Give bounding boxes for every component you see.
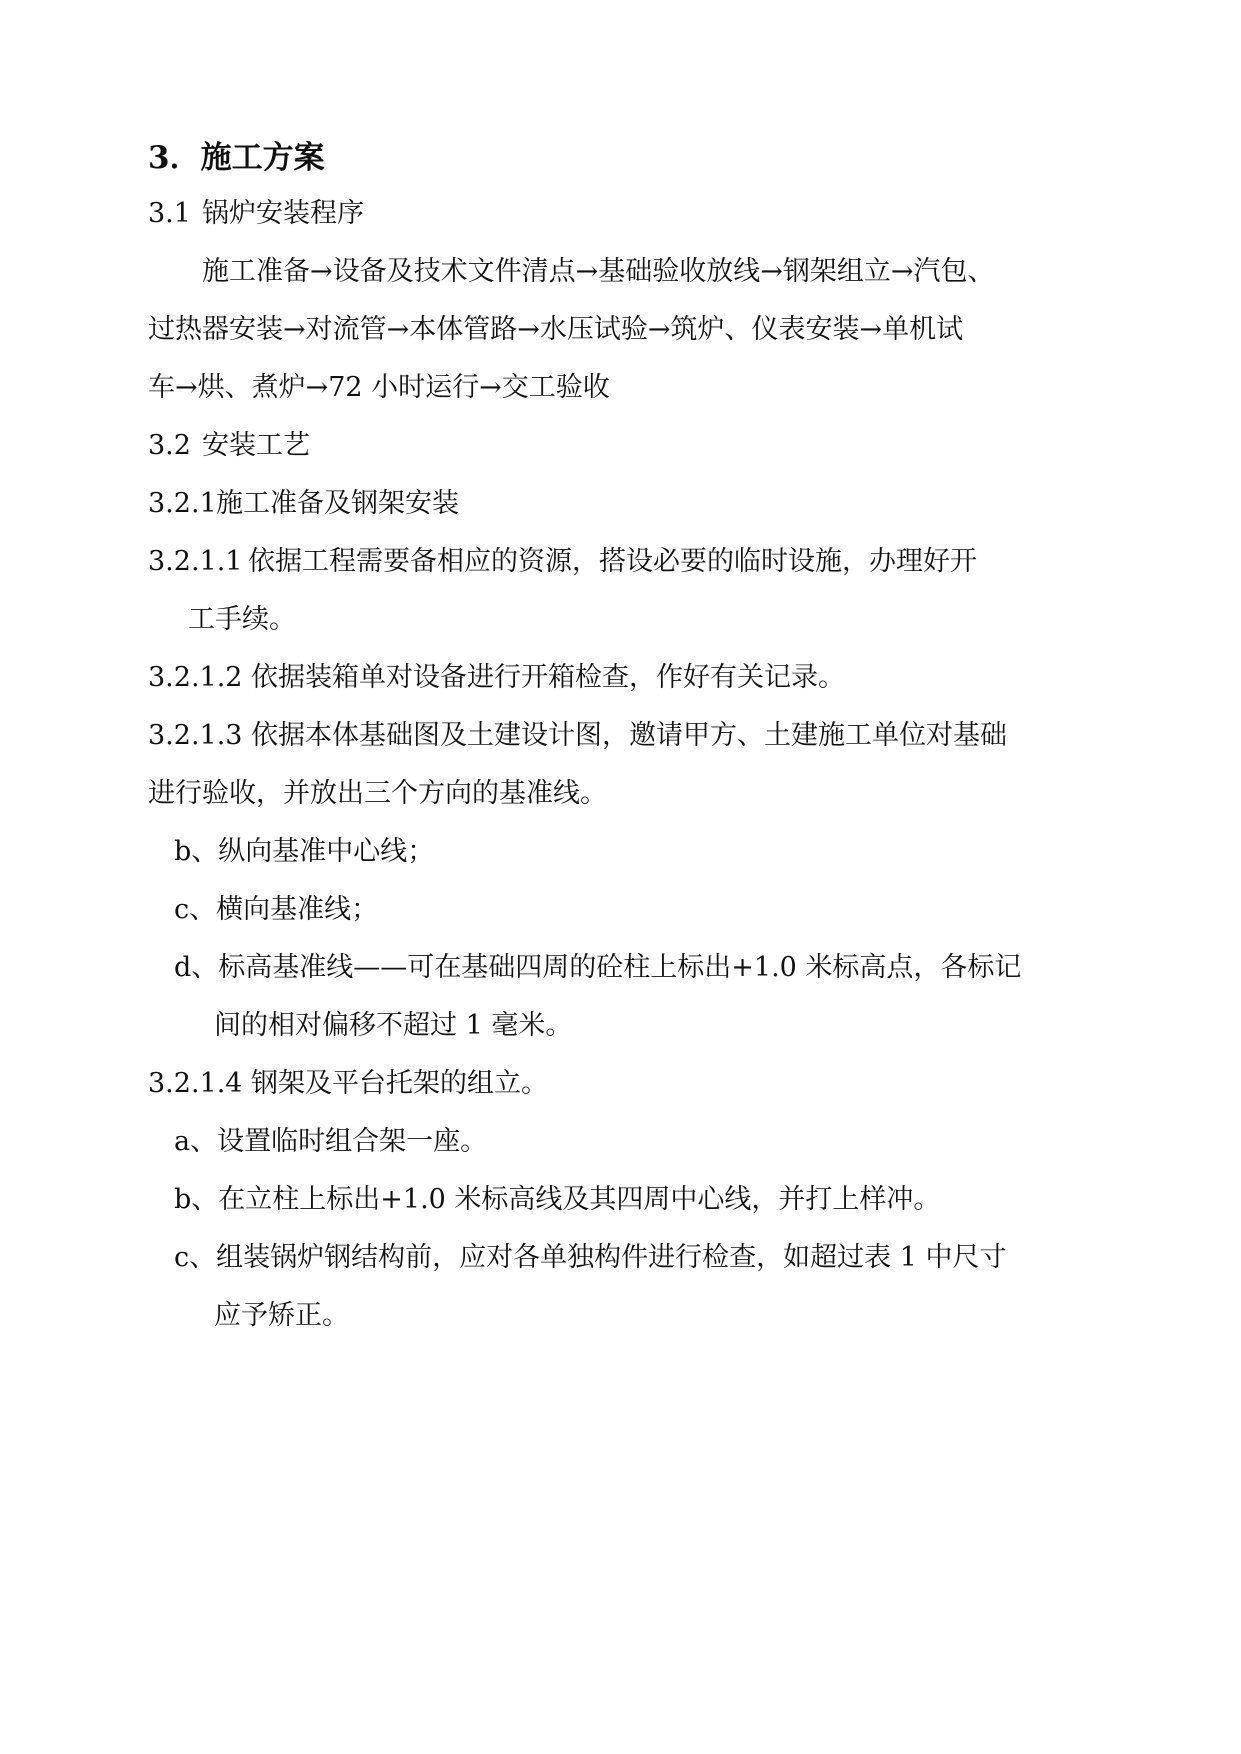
section-title: 施工准备及钢架安装 — [216, 488, 459, 519]
section-number: 3.2 — [148, 430, 191, 461]
paragraph-text: 依据工程需要备相应的资源，搭设必要的临时设施，办理好开 — [248, 546, 977, 577]
paragraph-3-2-1-3-line-2: 进行验收，并放出三个方向的基准线。 — [148, 778, 607, 809]
section-title: 安装工艺 — [202, 430, 310, 461]
section-number: 3.2.1 — [148, 488, 217, 519]
paragraph-3-2-1-1-line-1 — [148, 544, 977, 580]
paragraph-3-2-1-4: 3.2.1.4 钢架及平台托架的组立。 — [148, 1068, 549, 1099]
list-item-a: a、设置临时组合架一座。 — [174, 1126, 488, 1157]
section-title: 锅炉安装程序 — [202, 198, 364, 229]
section-3-2-1-heading — [148, 486, 459, 522]
flow-line-3: 车→烘、煮炉→72 小时运行→交工验收 — [148, 372, 610, 403]
list-item-b: b、纵向基准中心线； — [174, 836, 435, 867]
section-number: 3.1 — [148, 198, 191, 229]
flow-line-1: 施工准备→设备及技术文件清点→基础验收放线→钢架组立→汽包、 — [202, 256, 995, 287]
list-item-d-line-1: d、标高基准线——可在基础四周的砼柱上标出+1.0 米标高点，各标记 — [174, 952, 1022, 983]
flow-line-2: 过热器安装→对流管→本体管路→水压试验→筑炉、仪表安装→单机试 — [148, 314, 964, 345]
section-number: 3.2.1.1 — [148, 546, 243, 577]
list-item-c: c、横向基准线； — [174, 894, 379, 925]
paragraph-3-2-1-1-line-2: 工手续。 — [188, 604, 296, 635]
list-item-c-line-2: 应予矫正。 — [214, 1300, 349, 1331]
section-heading: 3．施工方案 — [148, 140, 325, 176]
paragraph-3-2-1-3-line-1: 3.2.1.3 依据本体基础图及土建设计图，邀请甲方、土建施工单位对基础 — [148, 720, 1008, 751]
paragraph-3-2-1-2: 3.2.1.2 依据装箱单对设备进行开箱检查，作好有关记录。 — [148, 662, 846, 693]
list-item-d-line-2: 间的相对偏移不超过 1 毫米。 — [214, 1010, 573, 1041]
section-3-1-heading — [148, 196, 364, 232]
section-3-2-heading — [148, 428, 310, 464]
list-item-b: b、在立柱上标出+1.0 米标高线及其四周中心线，并打上样冲。 — [174, 1184, 941, 1215]
list-item-c-line-1: c、组装锅炉钢结构前，应对各单独构件进行检查，如超过表 1 中尺寸 — [174, 1242, 1007, 1273]
